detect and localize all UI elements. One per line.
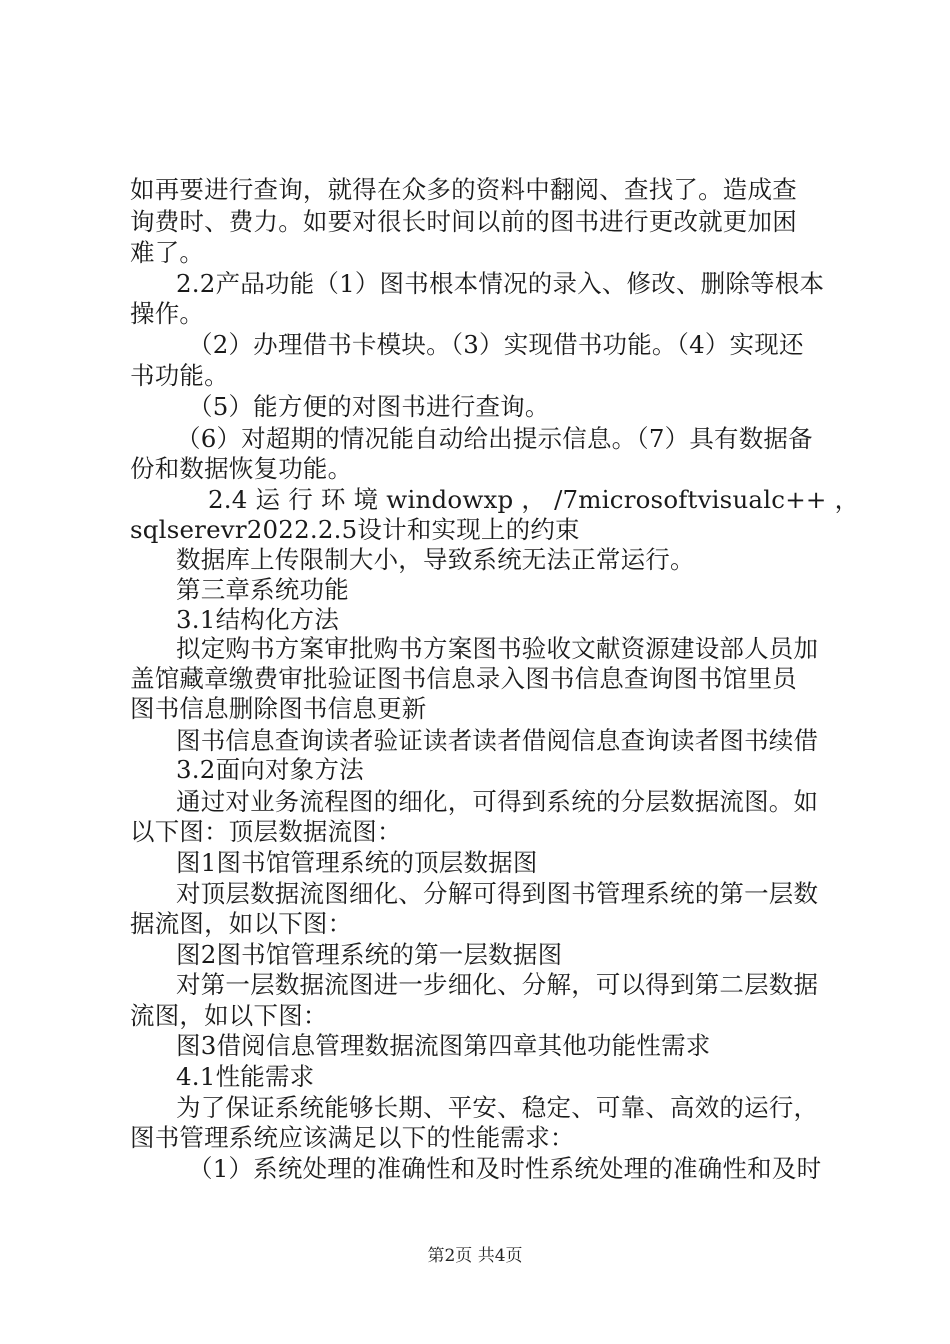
figure-caption: 图1图书馆管理系统的顶层数据图 (176, 848, 538, 877)
figure-caption: 图3借阅信息管理数据流图第四章其他功能性需求 (176, 1031, 711, 1060)
text-line: （5）能方便的对图书进行查询。 (188, 392, 550, 421)
text-line: 图书信息删除图书信息更新 (130, 694, 427, 723)
text-line: 以下图：顶层数据流图： (130, 817, 402, 846)
section-heading: 第三章系统功能 (176, 575, 349, 604)
text-line: 据流图，如以下图： (130, 909, 353, 938)
text-line: 2.2产品功能（1）图书根本情况的录入、修改、删除等根本 (176, 269, 825, 298)
text-line: （6）对超期的情况能自动给出提示信息。（7）具有数据备 (176, 424, 813, 453)
text-line: 对第一层数据流图进一步细化、分解，可以得到第二层数据 (176, 970, 819, 999)
text-line: 图书信息查询读者验证读者读者借阅信息查询读者图书续借 (176, 726, 819, 755)
section-heading: 3.1结构化方法 (176, 605, 340, 634)
text-line: 盖馆藏章缴费审批验证图书信息录入图书信息查询图书馆里员 (130, 664, 797, 693)
text-line: 数据库上传限制大小，导致系统无法正常运行。 (176, 545, 695, 574)
text-line: 操作。 (130, 299, 205, 328)
text-line: 书功能。 (130, 361, 229, 390)
text-line: 流图，如以下图： (130, 1001, 328, 1030)
text-line: 对顶层数据流图细化、分解可得到图书管理系统的第一层数 (176, 879, 819, 908)
text-line: 通过对业务流程图的细化，可得到系统的分层数据流图。如 (176, 787, 819, 816)
section-heading: 4.1性能需求 (176, 1062, 315, 1091)
text-line: 如再要进行查询，就得在众多的资料中翻阅、查找了。造成查 (130, 175, 797, 204)
text-line: sqlserevr2022.2.5设计和实现上的约束 (130, 515, 580, 544)
text-line: 图书管理系统应该满足以下的性能需求： (130, 1123, 575, 1152)
text-line: （1）系统处理的准确性和及时性系统处理的准确性和及时 (188, 1154, 822, 1183)
section-heading: 3.2面向对象方法 (176, 755, 364, 784)
text-line: 份和数据恢复功能。 (130, 454, 353, 483)
text-line: 为了保证系统能够长期、平安、稳定、可靠、高效的运行， (176, 1093, 819, 1122)
text-line: 难了。 (130, 238, 205, 267)
text-line: 2.4 运 行 环 境 windowxp ， /7microsoftvisualc++ ， (208, 485, 860, 514)
page-footer: 第2页 共4页 (427, 1246, 523, 1266)
figure-caption: 图2图书馆管理系统的第一层数据图 (176, 940, 563, 969)
text-line: 询费时、费力。如要对很长时间以前的图书进行更改就更加困 (130, 207, 797, 236)
text-line: （2）办理借书卡模块。（3）实现借书功能。（4）实现还 (188, 330, 804, 359)
text-line: 拟定购书方案审批购书方案图书验收文献资源建设部人员加 (176, 634, 819, 663)
